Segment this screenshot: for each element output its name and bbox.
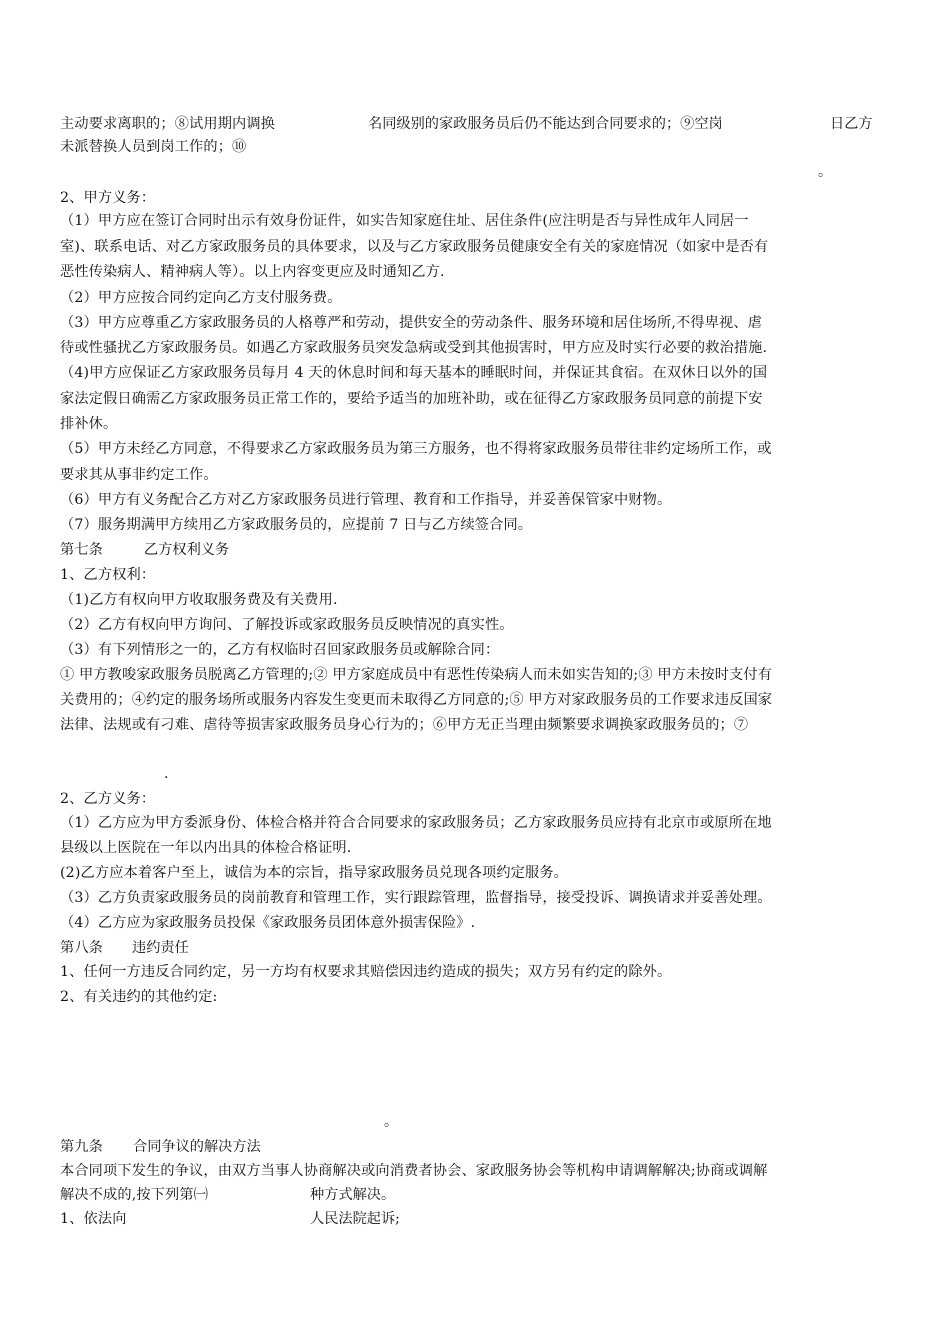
section-heading: 1、乙方权利：	[60, 567, 156, 583]
text-line: 1、任何一方违反合同约定，另一方均有权要求其赔偿因违约造成的损失；双方另有约定的除外。	[60, 964, 672, 980]
text-line: 1、依法向	[60, 1211, 127, 1227]
text-line: 待或性骚扰乙方家政服务员。如遇乙方家政服务员突发急病或受到其他损害时，甲方应及时实行必要的救治措施.	[60, 340, 768, 356]
text-line: （1）甲方应在签订合同时出示有效身份证件，如实告知家庭住址、居住条件(应注明是否与异性成年人同居一	[60, 213, 749, 229]
text-line: 室)、联系电话、对乙方家政服务员的具体要求，以及与乙方家政服务员健康安全有关的家庭情况（如家中是否有	[60, 239, 769, 255]
text-line: 名同级别的家政服务员后仍不能达到合同要求的；⑨空岗	[368, 116, 723, 132]
text-line: （4）乙方应为家政服务员投保《家政服务员团体意外损害保险》.	[60, 915, 476, 931]
article-title: 违约责任	[132, 940, 189, 956]
article-title: 合同争议的解决方法	[133, 1139, 261, 1155]
article-title: 乙方权利义务	[144, 542, 230, 558]
text-line: 家法定假日确需乙方家政服务员正常工作的，要给予适当的加班补助，或在征得乙方家政服务员同意的前提下安	[60, 391, 763, 407]
text-line: 2、有关违约的其他约定:	[60, 989, 218, 1005]
section-heading: 2、乙方义务：	[60, 791, 156, 807]
section-heading: 2、甲方义务：	[60, 190, 156, 206]
text-line: （2）甲方应按合同约定向乙方支付服务费。	[60, 290, 342, 306]
text-line: (2)乙方应本着客户至上，诚信为本的宗旨，指导家政服务员兑现各项约定服务。	[60, 865, 569, 881]
text-line: （1）乙方应为甲方委派身份、体检合格并符合合同要求的家政服务员；乙方家政服务员应持有北京市或原所在地	[60, 815, 772, 831]
text-line: （5）甲方未经乙方同意，不得要求乙方家政服务员为第三方服务，也不得将家政服务员带往非约定场所工作，或	[60, 441, 772, 457]
article-number: 第九条	[60, 1139, 104, 1155]
text-line: 日乙方	[830, 116, 873, 132]
text-line: 主动要求离职的；⑧试用期内调换	[60, 116, 276, 132]
text-line: （2）乙方有权向甲方询问、了解投诉或家政服务员反映情况的真实性。	[60, 617, 514, 633]
text-line: 解决不成的,按下列第㈠	[60, 1187, 209, 1203]
text-line: ① 甲方教唆家政服务员脱离乙方管理的;② 甲方家庭成员中有恶性传染病人而未如实告知的;③ 甲方未按时支付有	[60, 667, 773, 683]
text-line: 恶性传染病人、精神病人等）。以上内容变更应及时通知乙方.	[60, 264, 445, 280]
text-line: 未派替换人员到岗工作的；⑩	[60, 139, 247, 155]
text-line: （6）甲方有义务配合乙方对乙方家政服务员进行管理、教育和工作指导，并妥善保管家中财物。	[60, 492, 672, 508]
text-line: 法律、法规或有刁难、虐待等损害家政服务员身心行为的；⑥甲方无正当理由频繁要求调换家政服务员的；⑦	[60, 717, 749, 733]
text-line: （1)乙方有权向甲方收取服务费及有关费用.	[60, 592, 338, 608]
article-number: 第七条	[60, 542, 104, 558]
text-line: 关费用的；④约定的服务场所或服务内容发生变更而未取得乙方同意的;⑤ 甲方对家政服务员的工作要求违反国家	[60, 692, 773, 708]
text-line: （4)甲方应保证乙方家政服务员每月 4 天的休息时间和每天基本的睡眠时间，并保证其食宿。在双休日以外的国	[60, 365, 768, 381]
period-mark: 。	[384, 1114, 398, 1130]
text-line: 本合同项下发生的争议，由双方当事人协商解决或向消费者协会、家政服务协会等机构申请调解解决;协商或调解	[60, 1163, 768, 1179]
text-line: （3）乙方负责家政服务员的岗前教育和管理工作，实行跟踪管理，监督指导，接受投诉、调换请求并妥善处理。	[60, 890, 772, 906]
text-line: 排补休。	[60, 416, 118, 432]
period-mark: .	[164, 766, 169, 782]
article-number: 第八条	[60, 940, 104, 956]
text-line: （7）服务期满甲方续用乙方家政服务员的，应提前 7 日与乙方续签合同。	[60, 517, 533, 533]
text-line: （3）甲方应尊重乙方家政服务员的人格尊严和劳动，提供安全的劳动条件、服务环境和居住场所,不得卑视、虐	[60, 315, 763, 331]
period-mark: 。	[818, 164, 832, 180]
text-line: 县级以上医院在一年以内出具的体检合格证明.	[60, 840, 352, 856]
text-line: 种方式解决。	[310, 1187, 396, 1203]
text-line: 人民法院起诉;	[310, 1211, 400, 1227]
text-line: 要求其从事非约定工作。	[60, 467, 218, 483]
text-line: （3）有下列情形之一的，乙方有权临时召回家政服务员或解除合同：	[60, 642, 500, 658]
